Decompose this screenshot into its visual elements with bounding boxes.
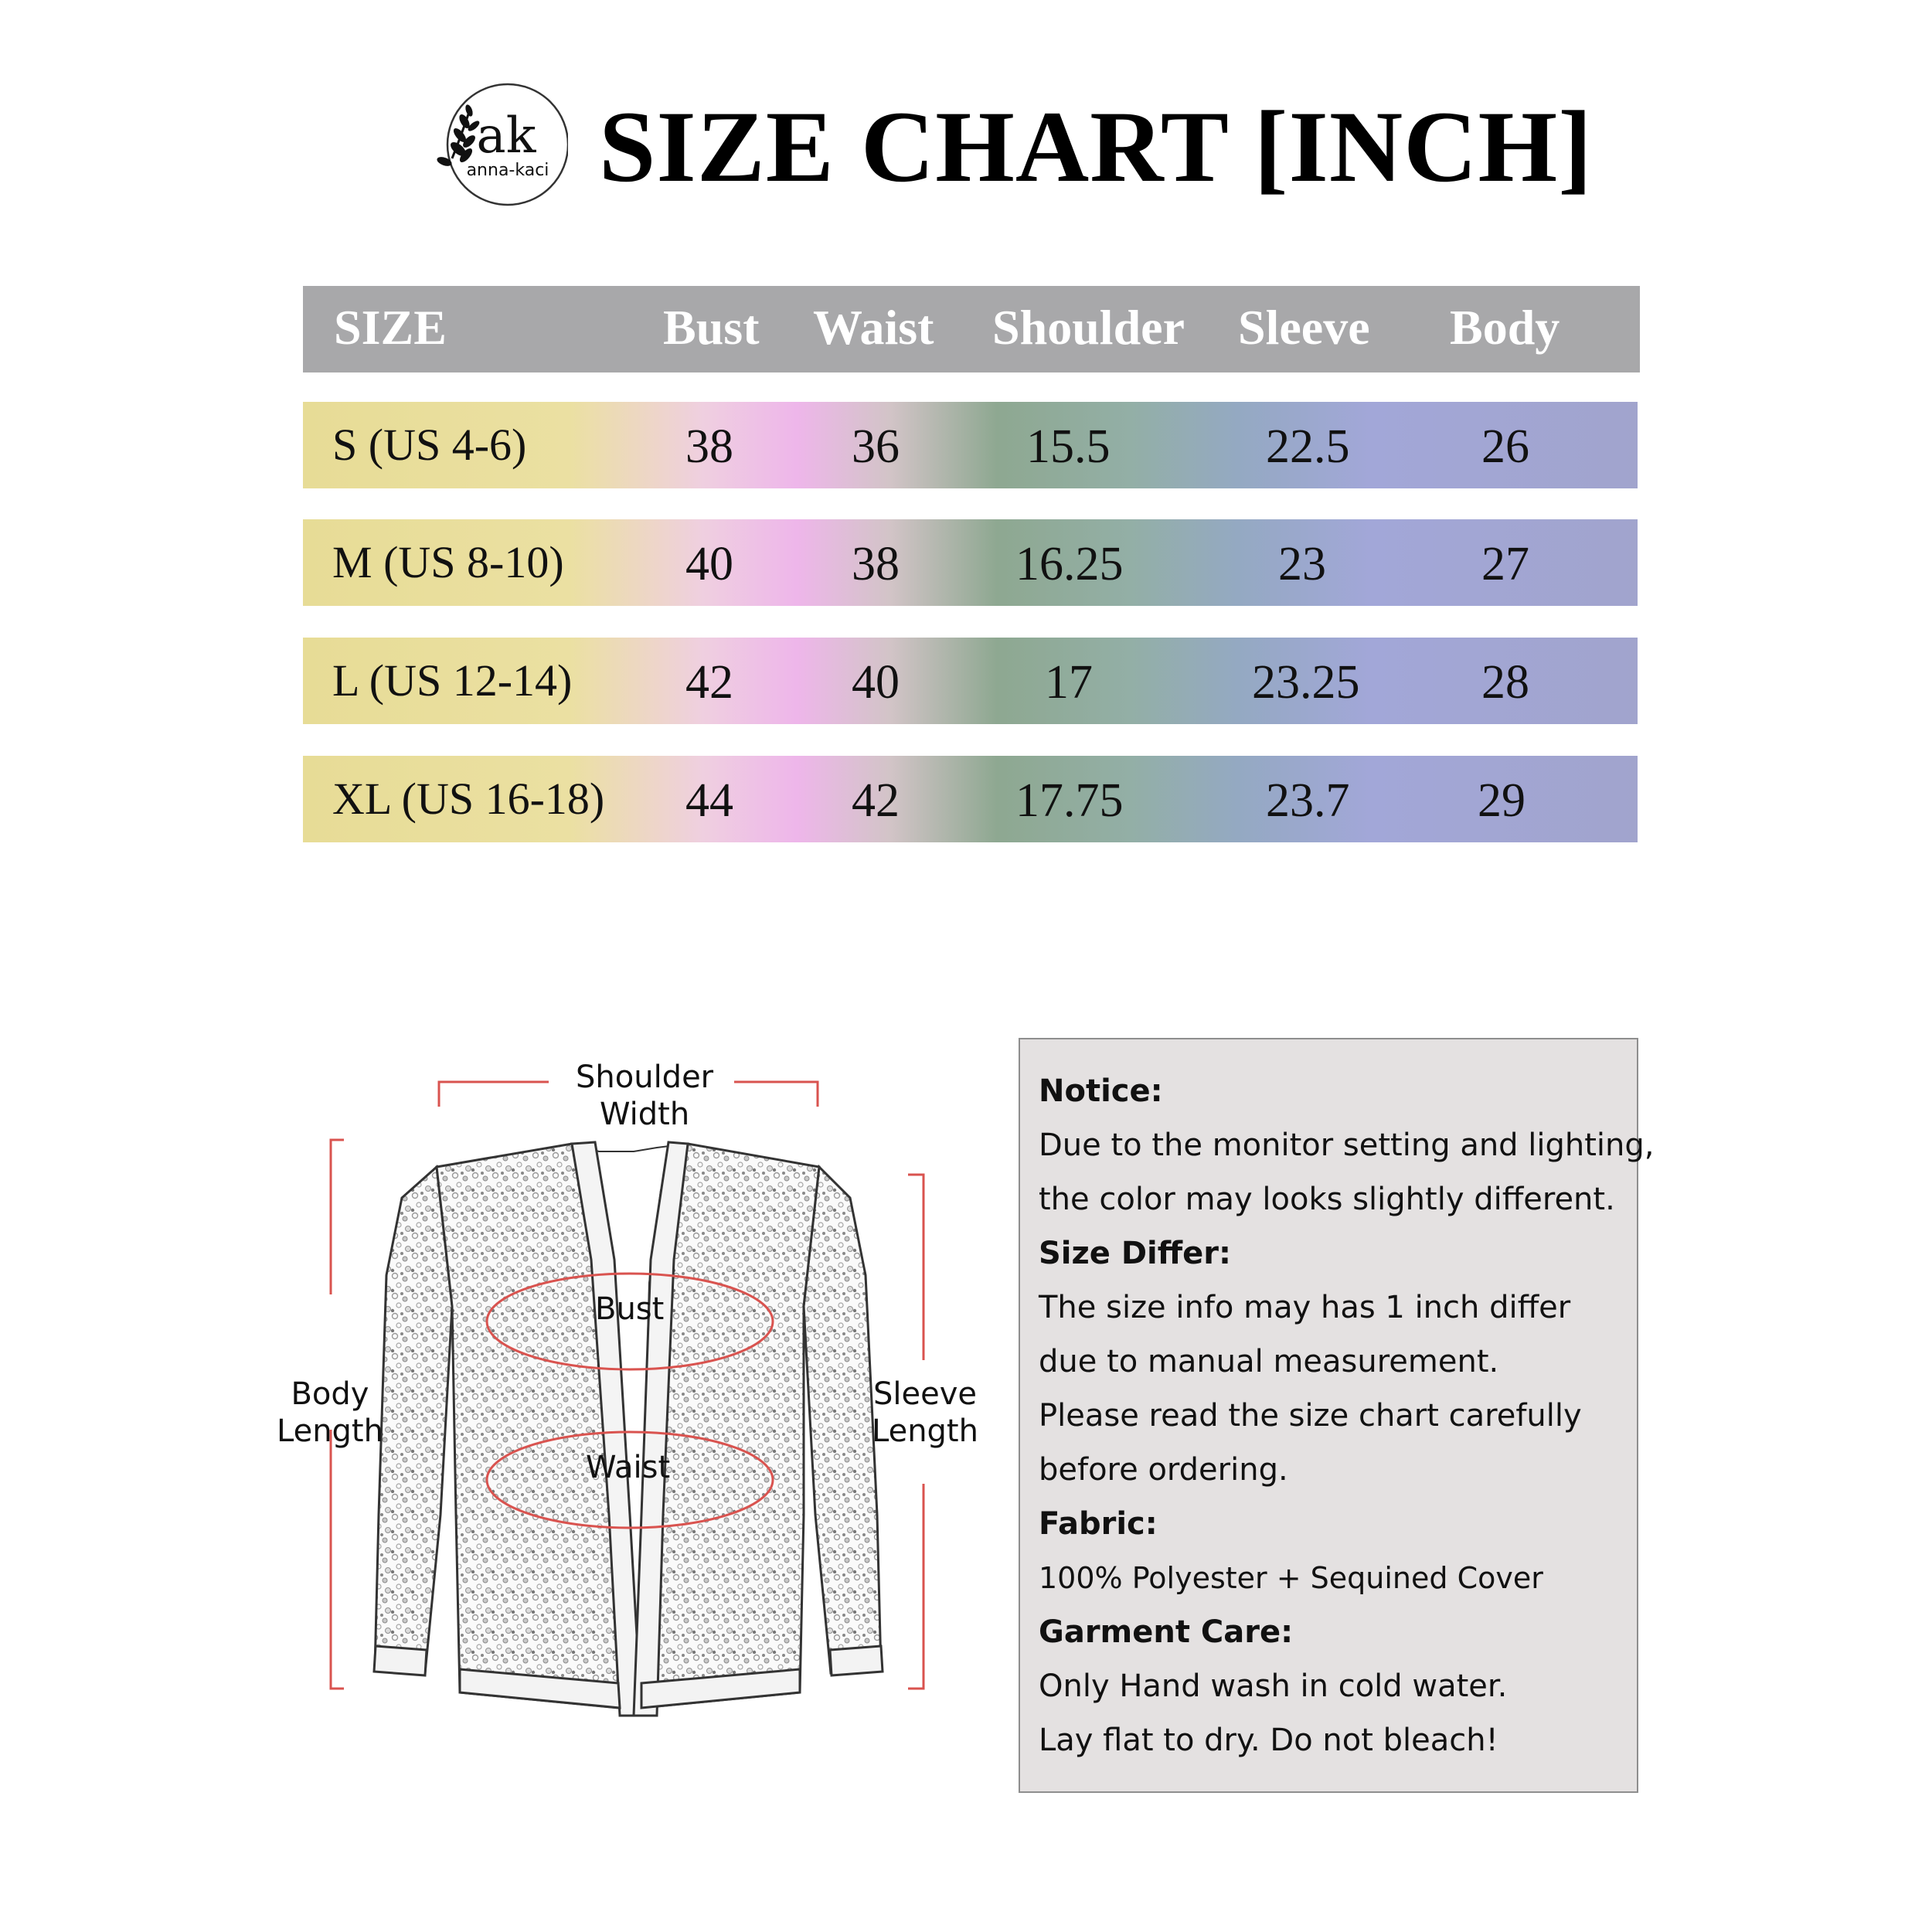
table-row (303, 519, 1638, 606)
garment-care-text: Only Hand wash in cold water. (1039, 1668, 1508, 1704)
brand-logo (421, 81, 568, 209)
notice-text: Due to the monitor setting and lighting, (1039, 1128, 1655, 1163)
svg-text:ak: ak (476, 107, 536, 165)
cell-size: XL (US 16-18) (332, 774, 605, 824)
cell-sleeve: 23.7 (1266, 774, 1350, 827)
header-bust: Bust (663, 300, 760, 355)
notice-heading: Notice: (1039, 1073, 1163, 1109)
header-body: Body (1450, 300, 1560, 355)
notice-box (1019, 1038, 1655, 1793)
sleeve-length-label: Sleeve Length (872, 1376, 978, 1449)
size-differ-text: before ordering. (1039, 1452, 1288, 1488)
table-row (303, 638, 1638, 724)
header-shoulder: Shoulder (992, 300, 1185, 355)
table-header (303, 286, 1640, 372)
waist-label: Waist (586, 1450, 671, 1485)
cell-size: S (US 4-6) (332, 420, 527, 470)
cell-waist: 38 (852, 538, 900, 590)
header-size: SIZE (334, 300, 447, 355)
garment-care-heading: Garment Care: (1039, 1614, 1294, 1650)
shoulder-width-label: Shoulder Width (576, 1060, 714, 1132)
table-row (303, 402, 1638, 488)
leaf-branch-icon (436, 104, 481, 168)
cell-sleeve: 22.5 (1266, 420, 1350, 473)
cell-shoulder: 17 (1045, 656, 1093, 709)
cell-body: 29 (1478, 774, 1526, 827)
fabric-heading: Fabric: (1039, 1506, 1158, 1542)
header-waist: Waist (813, 300, 934, 355)
svg-text:anna-kaci: anna-kaci (466, 161, 549, 180)
jacket-measurement-diagram (270, 1051, 997, 1747)
size-differ-text: Please read the size chart carefully (1039, 1398, 1582, 1434)
cell-sleeve: 23.25 (1252, 656, 1360, 709)
fabric-text: 100% Polyester + Sequined Cover (1039, 1561, 1543, 1595)
cell-bust: 42 (685, 656, 733, 709)
header-sleeve: Sleeve (1238, 300, 1370, 355)
cell-waist: 42 (852, 774, 900, 827)
cell-body: 27 (1481, 538, 1529, 590)
bust-label: Bust (595, 1291, 665, 1327)
size-differ-text: The size info may has 1 inch differ (1039, 1290, 1571, 1325)
cell-body: 28 (1481, 656, 1529, 709)
cell-size: L (US 12-14) (332, 655, 573, 706)
table-row (303, 756, 1638, 842)
cell-waist: 40 (852, 656, 900, 709)
garment-care-text: Lay flat to dry. Do not bleach! (1039, 1723, 1498, 1758)
cell-bust: 44 (685, 774, 733, 827)
cell-shoulder: 15.5 (1026, 420, 1111, 473)
notice-text: the color may looks slightly different. (1039, 1182, 1615, 1217)
cell-waist: 36 (852, 420, 900, 473)
cell-size: M (US 8-10) (332, 537, 564, 587)
page-title: SIZE CHART [INCH] (599, 90, 1594, 203)
size-differ-text: due to manual measurement. (1039, 1344, 1499, 1379)
size-chart-table (303, 286, 1640, 827)
cell-bust: 40 (685, 538, 733, 590)
cell-shoulder: 16.25 (1015, 538, 1124, 590)
cell-body: 26 (1481, 420, 1529, 473)
cell-shoulder: 17.75 (1015, 774, 1124, 827)
cell-sleeve: 23 (1278, 538, 1326, 590)
cell-bust: 38 (685, 420, 733, 473)
body-length-label: Body Length (277, 1376, 383, 1449)
size-differ-heading: Size Differ: (1039, 1236, 1232, 1271)
